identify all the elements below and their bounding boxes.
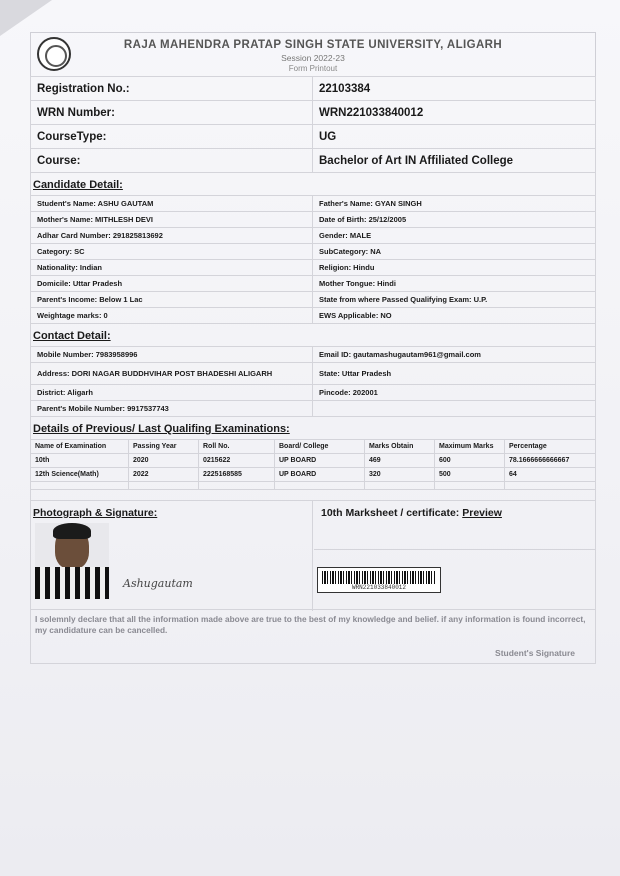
form-printout xyxy=(30,32,596,664)
district: District: Aligarh xyxy=(31,385,313,401)
mother-tongue: Mother Tongue: Hindi xyxy=(313,276,596,292)
column-header: Name of Examination xyxy=(31,440,129,454)
course-type-label: CourseType: xyxy=(31,125,313,149)
domicile: Domicile: Uttar Pradesh xyxy=(31,276,313,292)
divider xyxy=(314,549,595,550)
course-value: Bachelor of Art IN Affiliated College xyxy=(313,149,596,173)
university-logo-icon xyxy=(37,37,71,71)
table-row xyxy=(31,244,596,260)
table-row xyxy=(31,196,596,212)
category: Category: SC xyxy=(31,244,313,260)
table-row xyxy=(31,385,596,401)
table-cell: 64 xyxy=(505,468,596,482)
wrn-row xyxy=(31,101,596,125)
course-type-row xyxy=(31,125,596,149)
table-row xyxy=(31,401,596,417)
address: Address: DORI NAGAR BUDDHVIHAR POST BHADESHI ALIGARH xyxy=(31,363,313,385)
barcode-bars xyxy=(322,571,436,584)
table-cell: UP BOARD xyxy=(275,454,365,468)
barcode xyxy=(317,567,441,593)
religion: Religion: Hindu xyxy=(313,260,596,276)
subcategory: SubCategory: NA xyxy=(313,244,596,260)
candidate-detail-heading: Candidate Detail: xyxy=(30,173,596,195)
exam-details-table xyxy=(30,439,596,490)
table-row xyxy=(31,482,596,490)
table-row xyxy=(31,228,596,244)
preview-link[interactable]: Preview xyxy=(462,507,502,519)
photo-shirt xyxy=(35,567,109,599)
date-of-birth: Date of Birth: 25/12/2005 xyxy=(313,212,596,228)
form-header xyxy=(30,32,596,76)
table-cell: 2225168585 xyxy=(199,468,275,482)
table-cell: 78.1666666666667 xyxy=(505,454,596,468)
table-cell xyxy=(199,482,275,490)
table-cell: 600 xyxy=(435,454,505,468)
exam-details-heading: Details of Previous/ Last Qualifing Examinations: xyxy=(30,417,596,439)
contact-detail-heading: Contact Detail: xyxy=(30,324,596,346)
declaration-text: I solemnly declare that all the information made above are true to the best of my knowledge and belief. if any information is found incorrect, my candidature can be cancelled. xyxy=(35,614,586,635)
empty-cell xyxy=(313,401,596,417)
column-header: Board/ College xyxy=(275,440,365,454)
table-row xyxy=(31,260,596,276)
photo-signature-heading: Photograph & Signature: xyxy=(33,507,158,519)
pincode: Pincode: 202001 xyxy=(313,385,596,401)
photo-column xyxy=(31,501,313,611)
column-header: Passing Year xyxy=(129,440,199,454)
university-name: RAJA MAHENDRA PRATAP SINGH STATE UNIVERSITY, ALIGARH xyxy=(123,39,503,51)
candidate-detail-table xyxy=(30,195,596,324)
state: State: Uttar Pradesh xyxy=(313,363,596,385)
table-cell: 0215622 xyxy=(199,454,275,468)
student-signature-label: Student's Signature xyxy=(495,648,575,658)
table-cell: 2020 xyxy=(129,454,199,468)
table-row xyxy=(31,363,596,385)
table-cell xyxy=(365,482,435,490)
adhar-number: Adhar Card Number: 291825813692 xyxy=(31,228,313,244)
table-row xyxy=(31,347,596,363)
candidate-photo xyxy=(35,523,109,599)
table-row xyxy=(31,454,596,468)
email-id: Email ID: gautamashugautam961@gmail.com xyxy=(313,347,596,363)
course-row xyxy=(31,149,596,173)
parent-mobile-number: Parent's Mobile Number: 9917537743 xyxy=(31,401,313,417)
form-title: Form Printout xyxy=(288,64,338,73)
student-name: Student's Name: ASHU GAUTAM xyxy=(31,196,313,212)
table-cell: 12th Science(Math) xyxy=(31,468,129,482)
ews-applicable: EWS Applicable: NO xyxy=(313,308,596,324)
course-type-value: UG xyxy=(313,125,596,149)
table-cell xyxy=(129,482,199,490)
contact-detail-table xyxy=(30,346,596,417)
table-cell: 10th xyxy=(31,454,129,468)
table-row xyxy=(31,468,596,482)
table-row xyxy=(31,308,596,324)
registration-table xyxy=(30,76,596,173)
session-label: Session 2022-23 xyxy=(281,53,345,63)
registration-label: Registration No.: xyxy=(31,77,313,101)
table-row xyxy=(31,292,596,308)
table-header-row xyxy=(31,440,596,454)
table-cell xyxy=(275,482,365,490)
table-cell: UP BOARD xyxy=(275,468,365,482)
spacer xyxy=(30,490,596,500)
parent-income: Parent's Income: Below 1 Lac xyxy=(31,292,313,308)
barcode-text: WRN221033840012 xyxy=(351,584,406,591)
column-header: Percentage xyxy=(505,440,596,454)
gender: Gender: MALE xyxy=(313,228,596,244)
table-cell: 320 xyxy=(365,468,435,482)
photo-signature-section xyxy=(30,500,596,610)
course-label: Course: xyxy=(31,149,313,173)
column-header: Marks Obtain xyxy=(365,440,435,454)
wrn-label: WRN Number: xyxy=(31,101,313,125)
table-cell xyxy=(505,482,596,490)
table-cell xyxy=(31,482,129,490)
column-header: Maximum Marks xyxy=(435,440,505,454)
mother-name: Mother's Name: MITHLESH DEVI xyxy=(31,212,313,228)
marksheet-label xyxy=(321,507,502,519)
registration-row xyxy=(31,77,596,101)
table-cell: 500 xyxy=(435,468,505,482)
table-row xyxy=(31,276,596,292)
table-cell: 469 xyxy=(365,454,435,468)
father-name: Father's Name: GYAN SINGH xyxy=(313,196,596,212)
registration-value: 22103384 xyxy=(313,77,596,101)
wrn-value: WRN221033840012 xyxy=(313,101,596,125)
nationality: Nationality: Indian xyxy=(31,260,313,276)
declaration-box xyxy=(30,610,596,664)
weightage-marks: Weightage marks: 0 xyxy=(31,308,313,324)
table-cell: 2022 xyxy=(129,468,199,482)
table-row xyxy=(31,212,596,228)
marksheet-label-text: 10th Marksheet / certificate: xyxy=(321,507,460,519)
mobile-number: Mobile Number: 7983958996 xyxy=(31,347,313,363)
photo-hair xyxy=(53,523,91,539)
qualifying-state: State from where Passed Qualifying Exam: U.P. xyxy=(313,292,596,308)
candidate-signature: Ashugautam xyxy=(123,577,193,590)
page-fold-corner xyxy=(0,0,52,36)
table-cell xyxy=(435,482,505,490)
column-header: Roll No. xyxy=(199,440,275,454)
